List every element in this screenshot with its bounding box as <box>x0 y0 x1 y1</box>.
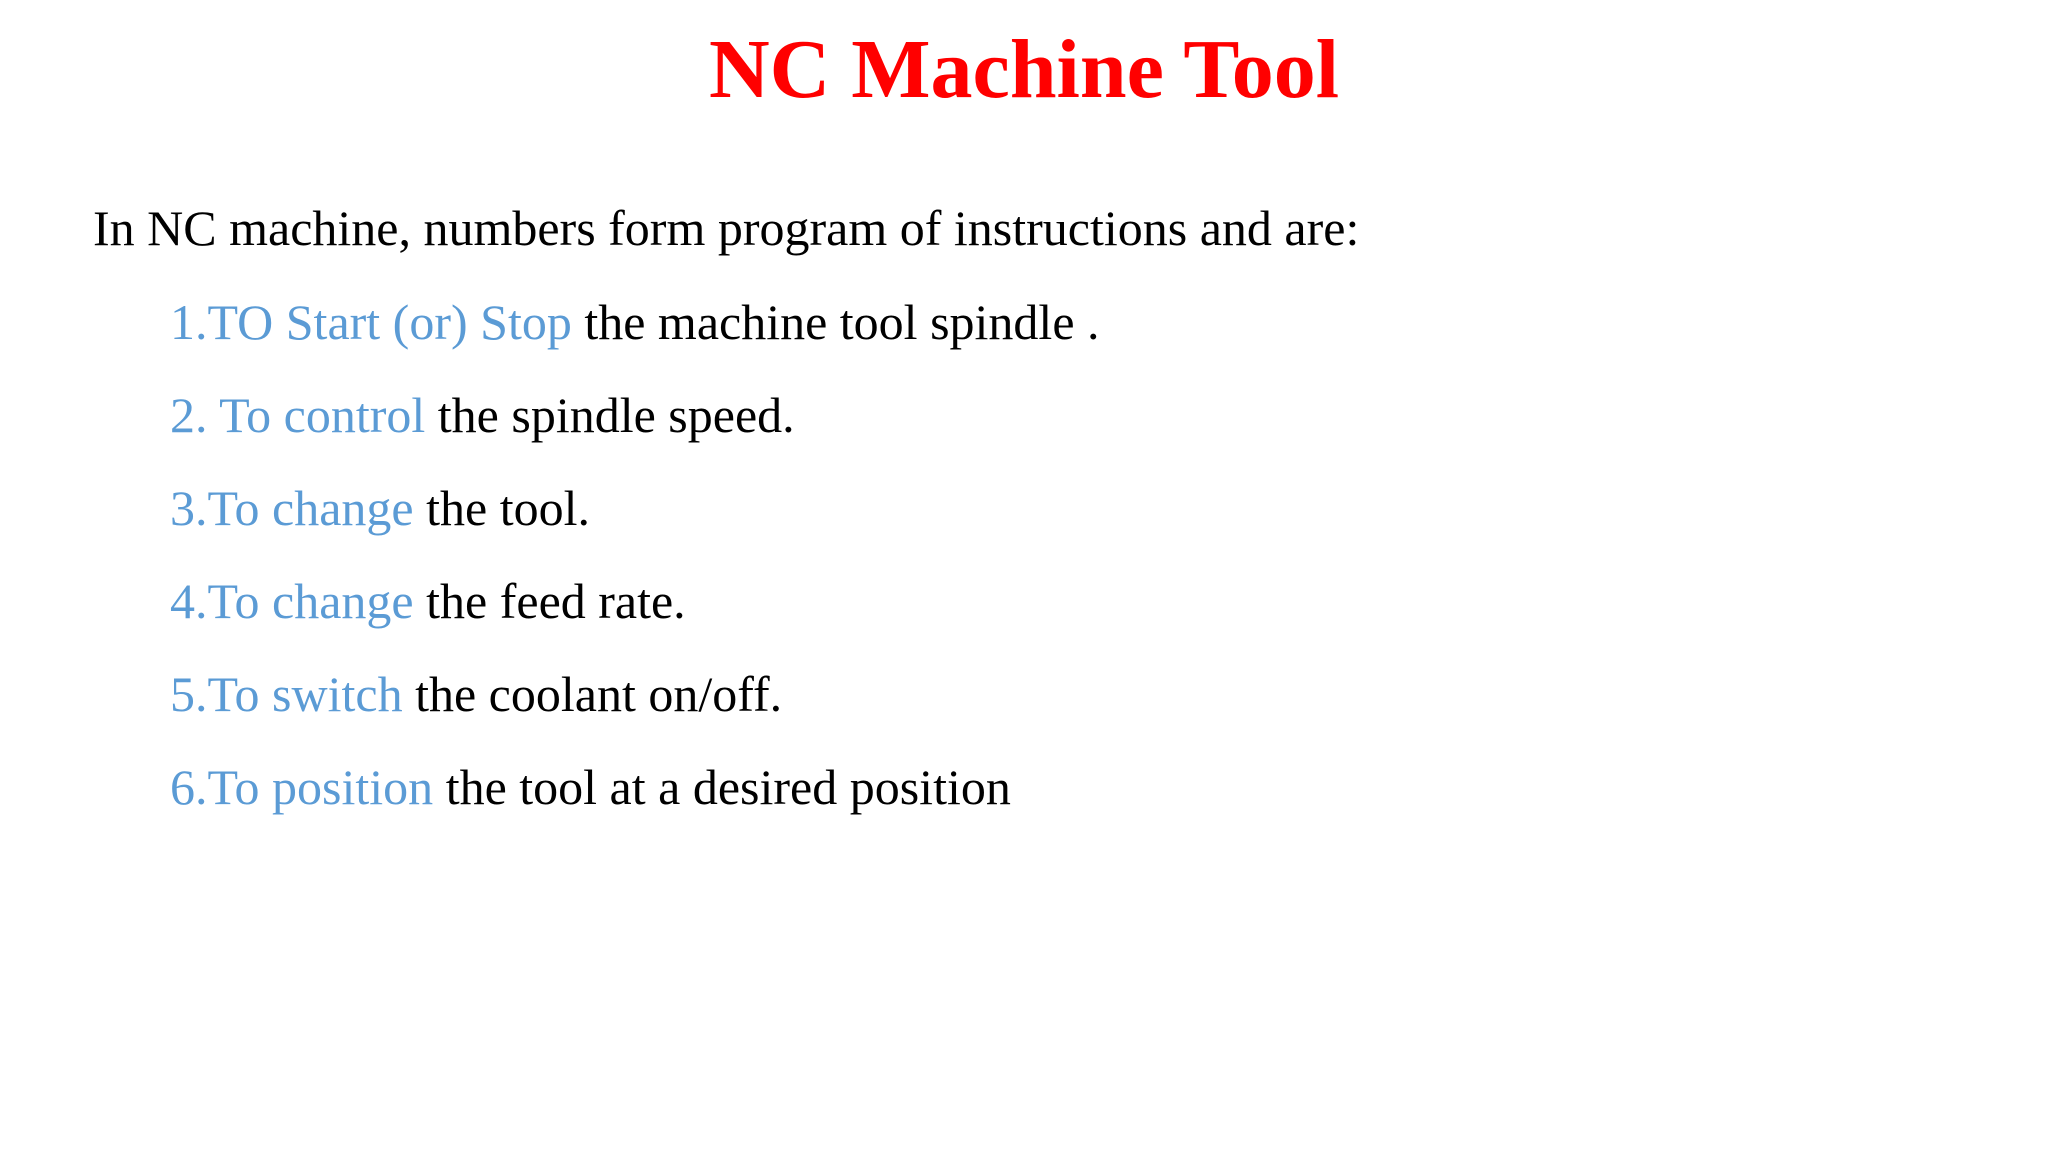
list-item-lead: 2. To control <box>170 387 426 443</box>
list-item-text: the spindle speed. <box>425 387 795 443</box>
list-item-lead: 4.To change <box>170 573 414 629</box>
list-item <box>170 662 1100 726</box>
list-item-text: the tool at a desired position <box>433 759 1011 815</box>
list-item-text: the machine tool spindle . <box>571 294 1100 350</box>
instruction-list <box>170 290 1100 848</box>
list-item-text: the coolant on/off. <box>402 666 783 722</box>
list-item-lead: 5.To switch <box>170 666 403 722</box>
list-item <box>170 755 1100 819</box>
slide-title: NC Machine Tool <box>708 23 1340 116</box>
list-item <box>170 383 1100 447</box>
list-item-lead: 1.TO Start (or) Stop <box>170 294 572 350</box>
list-item-lead: 3.To change <box>170 480 414 536</box>
list-item <box>170 476 1100 540</box>
intro-text: In NC machine, numbers form program of instructions and are: <box>93 200 1360 256</box>
list-item <box>170 290 1100 354</box>
list-item-text: the tool. <box>413 480 591 536</box>
list-item <box>170 569 1100 633</box>
list-item-lead: 6.To position <box>170 759 434 815</box>
list-item-text: the feed rate. <box>413 573 686 629</box>
